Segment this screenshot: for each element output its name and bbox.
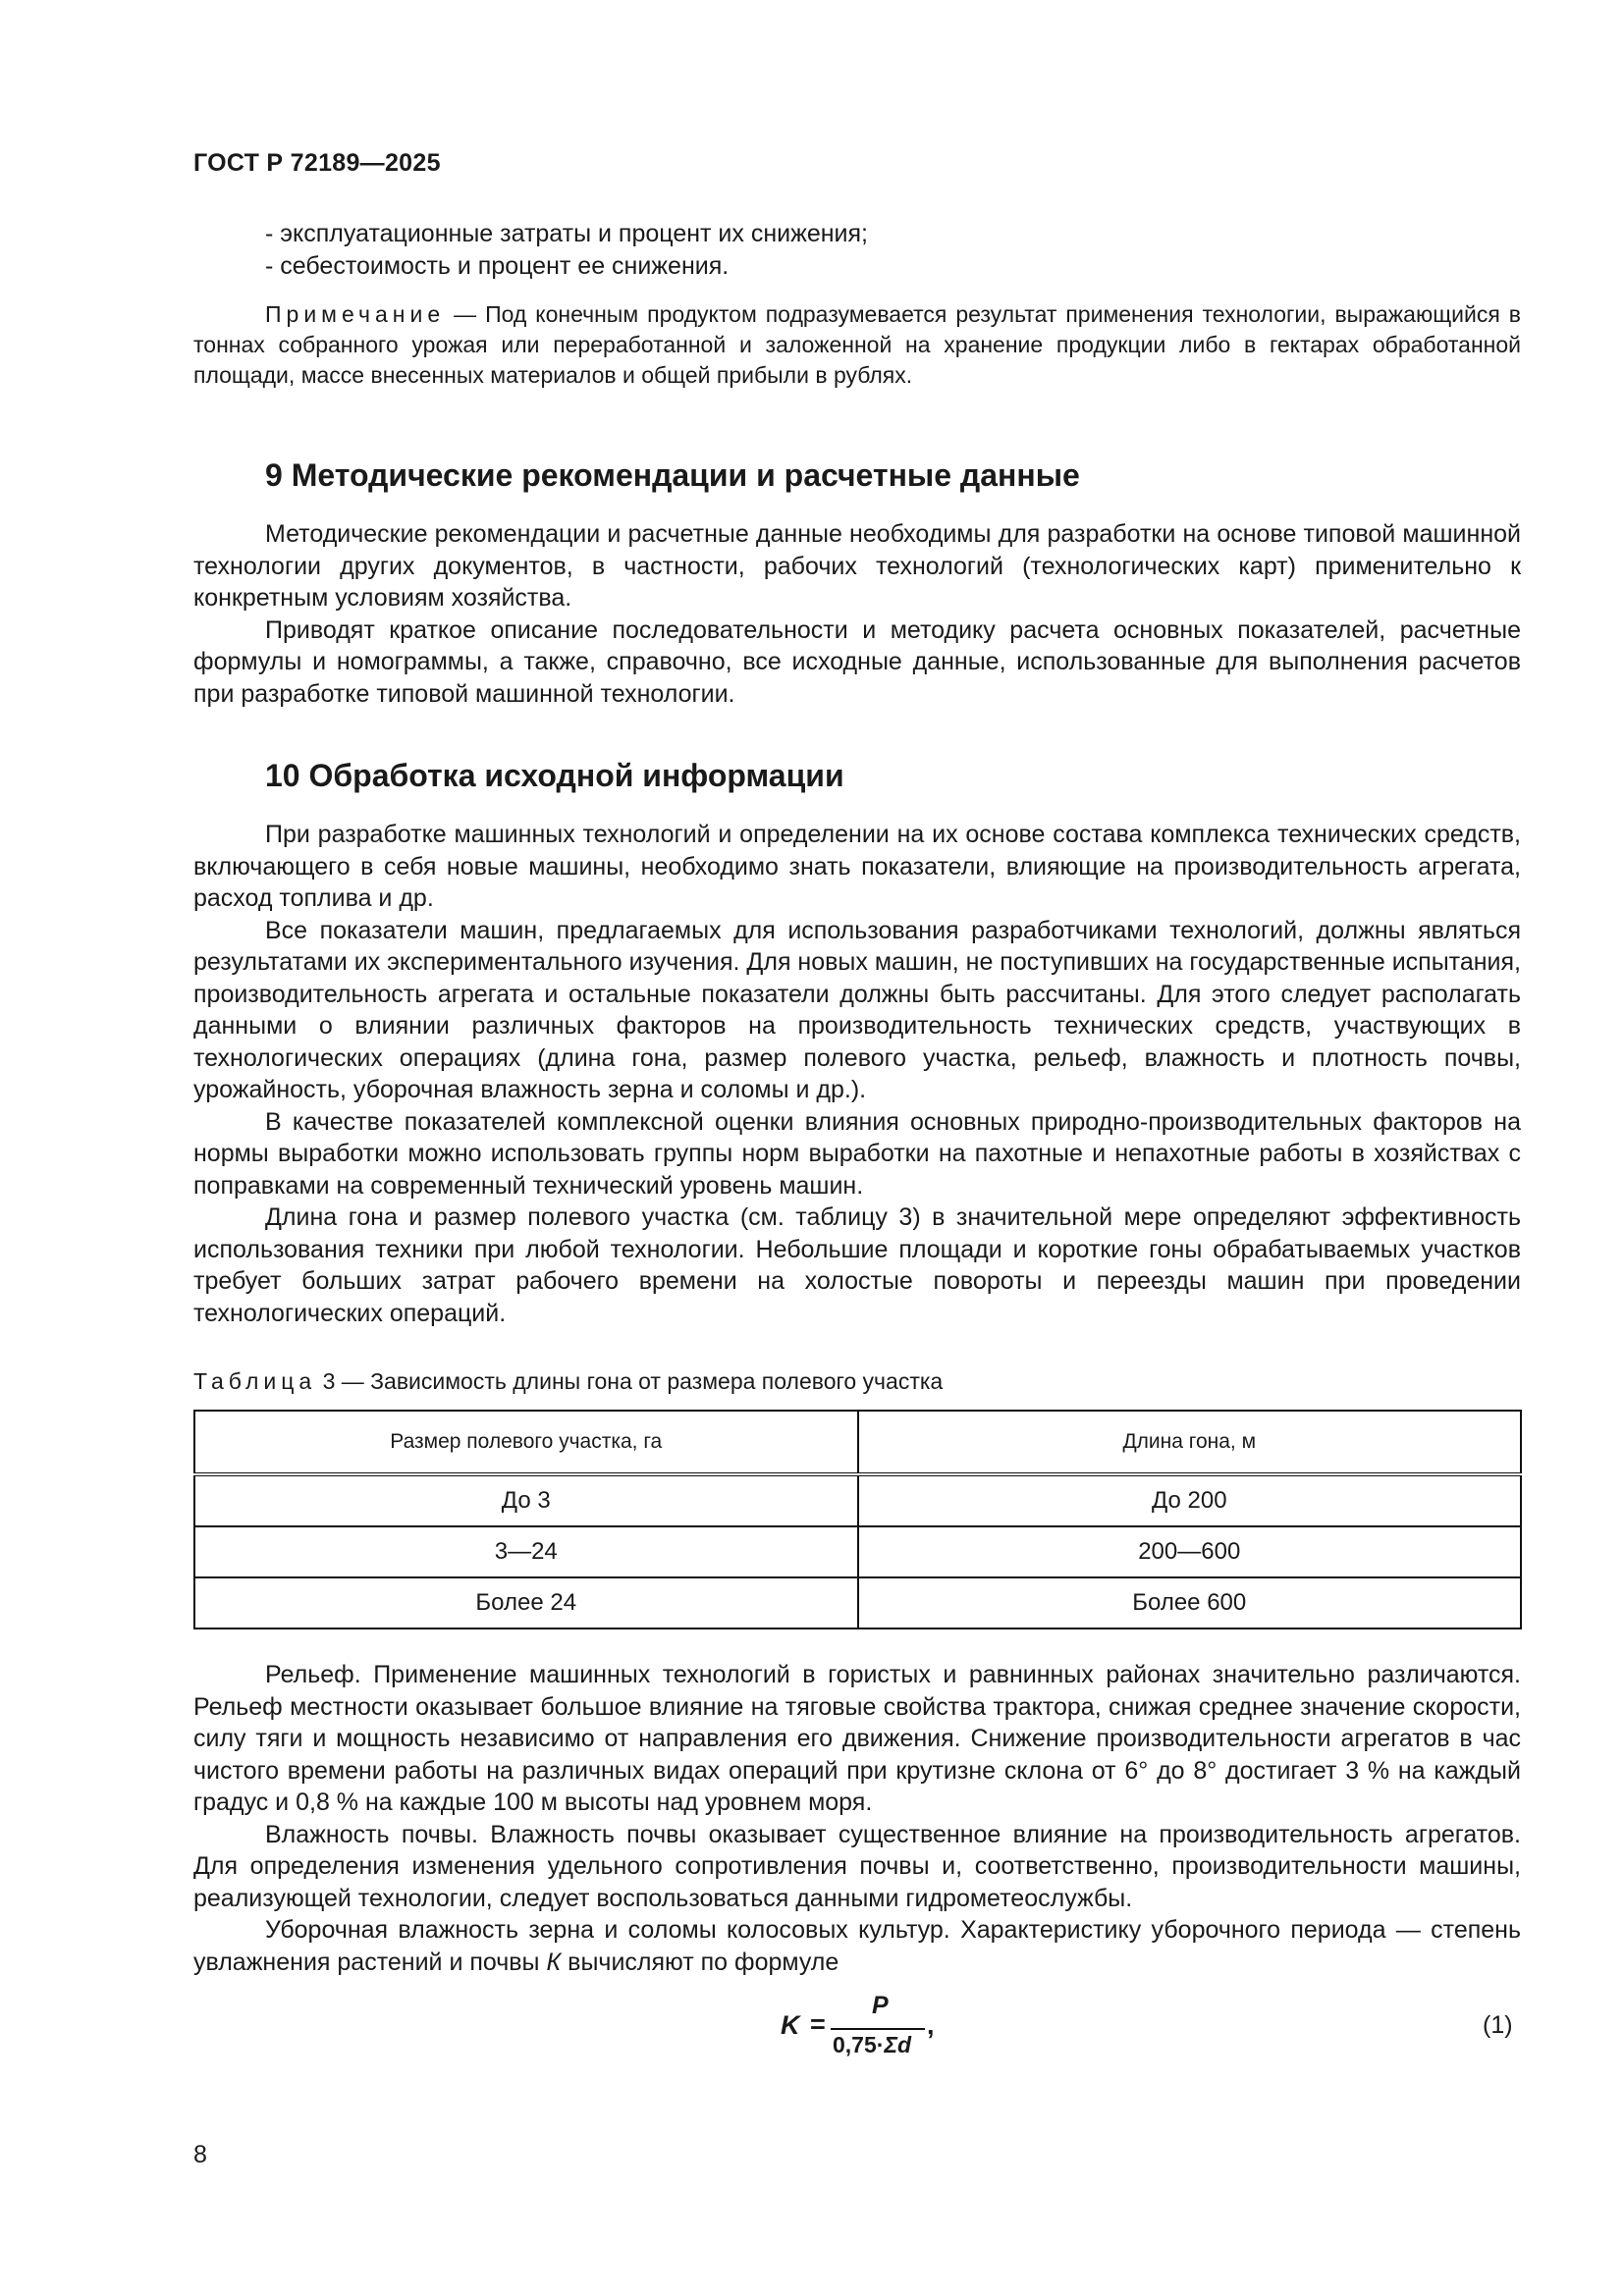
table-cell: Более 24	[194, 1577, 858, 1629]
section-10-heading: 10 Обработка исходной информации	[265, 758, 844, 793]
list-item: - эксплуатационные затраты и процент их снижения;	[265, 220, 868, 247]
paragraph-text: Уборочная влажность зерна и соломы колосовых культур. Характеристику уборочного периода — степень увлажнения растений и почвы	[193, 1916, 1521, 1976]
denominator-dot: ·	[876, 2032, 885, 2057]
after-table-body	[193, 1659, 1521, 1978]
intro-block	[193, 218, 1521, 391]
column-header: Размер полевого участка, га	[194, 1411, 858, 1474]
paragraph: Все показатели машин, предлагаемых для использования разработчиками технологий, должны являться результатами их экспериментального изучения. Для новых машин, не поступивших на государственные испытания, производительность агрегата и остальные показатели должны быть рассчитаны. Для этого следует располагать данными о влиянии различных факторов на производительность технических средств, участвующих в технологических операциях (длина гона, размер полевого участка, рельеф, влажность и плотность почвы, урожайность, уборочная влажность зерна и соломы и др.).	[193, 916, 1522, 1103]
denominator-coef: 0,75	[833, 2032, 877, 2057]
table-cell: 3—24	[194, 1526, 858, 1577]
table-cell: Более 600	[858, 1577, 1522, 1629]
formula-1	[776, 1991, 972, 2069]
paragraph-text: вычисляют по формуле	[561, 1948, 839, 1976]
column-header: Длина гона, м	[858, 1411, 1522, 1474]
table-row	[194, 1526, 1521, 1577]
paragraph: Длина гона и размер полевого участка (см. таблицу 3) в значительной мере определяют эффективность использования техники при любой технологии. Небольшие площади и короткие гоны обрабатываемых участков требует больших затрат рабочего времени на холостые повороты и переезды машин при проведении технологических операций.	[193, 1203, 1521, 1327]
section-9-body	[193, 518, 1521, 710]
equation-number: (1)	[1483, 2011, 1513, 2039]
fraction-bar	[831, 2028, 925, 2030]
paragraph: Методические рекомендации и расчетные данные необходимы для разработки на основе типовой машинной технологии других документов, в частности, рабочих технологий (технологических карт) применительно к конкретным условиям хозяйства.	[193, 520, 1521, 612]
paragraph: Влажность почвы. Влажность почвы оказывает существенное влияние на производительность агрегатов. Для определения изменения удельного сопротивления почвы и, соответственно, производительности машины, реализующей технологии, следует воспользоваться данными гидрометеослужбы.	[193, 1820, 1521, 1912]
page-number: 8	[193, 2141, 207, 2168]
page-header-doc-id: ГОСТ Р 72189—2025	[193, 149, 441, 177]
section-10-body	[193, 819, 1521, 1329]
table-caption-label: Таблица	[193, 1368, 317, 1394]
table-caption-text: 3 — Зависимость длины гона от размера полевого участка	[316, 1368, 944, 1394]
note-paragraph	[193, 299, 1521, 391]
section-9-heading: 9 Методические рекомендации и расчетные данные	[265, 457, 1080, 493]
note-text: — Под конечным продуктом подразумевается результат применения технологии, выражающийся в тоннах собранного урожая или переработанной и заложенной на хранение продукции либо в гектарах обработанной площади, массе внесенных материалов и общей прибыли в рублях.	[193, 301, 1521, 388]
table-cell: 200—600	[858, 1526, 1522, 1577]
paragraph: Приводят краткое описание последовательности и методику расчета основных показателей, расчетные формулы и номограммы, а также, справочно, все исходные данные, использованные для выполнения расчетов при разработке типовой машинной технологии.	[193, 615, 1521, 708]
formula-denominator	[833, 2032, 911, 2058]
paragraph: При разработке машинных технологий и определении на их основе состава комплекса технических средств, включающего в себя новые машины, необходимо знать показатели, влияющие на производительность агрегата, расход топлива и др.	[193, 821, 1521, 912]
paragraph	[193, 1914, 1521, 1978]
formula-comma: ,	[927, 2010, 935, 2040]
table-3	[193, 1410, 1522, 1629]
formula-lhs: K	[781, 2010, 800, 2040]
denominator-sum: Σd	[884, 2032, 912, 2057]
table-header-row	[194, 1411, 1521, 1474]
note-label: Примечание	[265, 301, 446, 327]
table-cell: До 200	[858, 1474, 1522, 1526]
formula-equals: =	[810, 2009, 826, 2039]
table-row	[194, 1474, 1521, 1526]
formula-numerator: P	[872, 1992, 889, 2019]
table-3-caption	[193, 1368, 943, 1395]
list-item: - себестоимость и процент ее снижения.	[265, 251, 730, 280]
paragraph: В качестве показателей комплексной оценки влияния основных природно-производительных факторов на нормы выработки можно использовать группы норм выработки на пахотные и непахотные работы в хозяйствах с поправками на современный технический уровень машин.	[193, 1107, 1521, 1200]
table-row	[194, 1577, 1521, 1629]
variable-k: К	[546, 1948, 562, 1976]
table-cell: До 3	[194, 1474, 858, 1526]
paragraph: Рельеф. Применение машинных технологий в гористых и равнинных районах значительно различаются. Рельеф местности оказывает большое влияние на тяговые свойства трактора, снижая среднее значение скорости, силу тяги и мощность независимо от направления его движения. Снижение производительности агрегатов в час чистого времени работы на различных видах операций при крутизне склона от 6° до 8° достигает 3 % на каждый градус и 0,8 % на каждые 100 м высоты над уровнем моря.	[193, 1661, 1521, 1816]
